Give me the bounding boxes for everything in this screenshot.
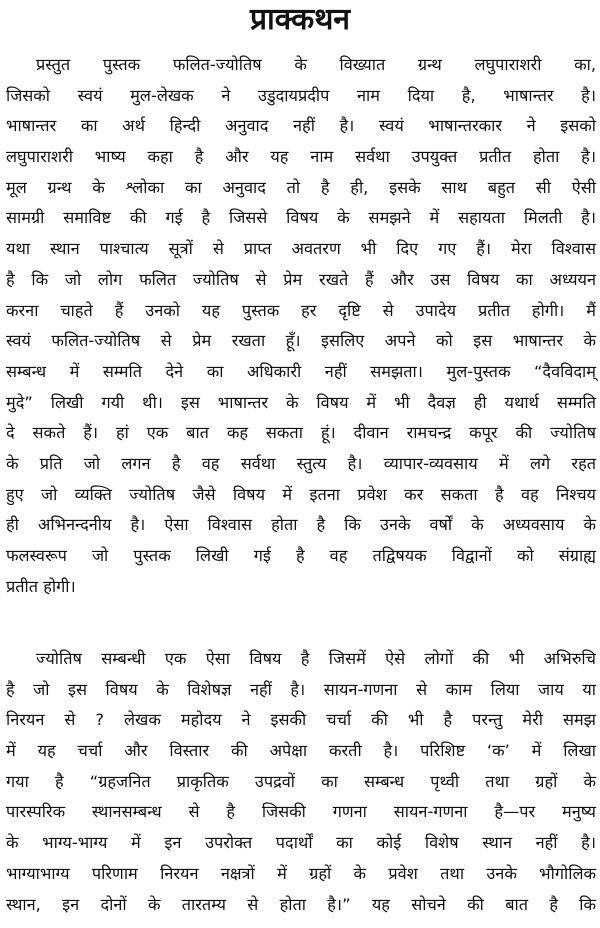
text-line: पारस्परिक स्थानसम्बन्ध से है जिसकी गणना सायन-गणना है—पर मनुष्य (6, 802, 596, 822)
text-line: फलस्वरूप जो पुस्तक लिखी गई है वह तद्विषयक विद्वानों को संग्राह्य (6, 546, 596, 565)
text-line: गया है “ग्रहजनित प्राकृतिक उपद्रवों का सम्बन्ध पृथ्वी तथा ग्रहों के (6, 771, 596, 791)
text-line: निरयन से ? लेखक महोदय ने इसकी चर्चा की भी है परन्तु मेरी समझ (6, 710, 596, 730)
text-line: लघुपाराशरी भाष्य कहा है और यह नाम सर्वथा उपयुक्त प्रतीत होता है। (6, 147, 596, 167)
text-line: हुए जो व्यक्ति ज्योतिष जैसे विषय में इतना प्रवेश कर सकता है वह निश्चय (6, 484, 596, 504)
text-line: मुदे” लिखी गयी थी। इस भाषान्तर के विषय में भी दैवज्ञ ही यथार्थ सम्मति (6, 392, 596, 412)
text-line: स्थान, इन दोनों के तारतम्य से होता है।” यह सोचने की बात है कि (6, 894, 596, 914)
text-line: स्वयं फलित-ज्योतिष से प्रेम रखता हूँ। इसलिए अपने को इस भाषान्तर के (6, 331, 596, 351)
text-line: भाग्याभाग्य परिणाम निरयन नक्षत्रों में ग्रहों के प्रवेश तथा उनके भौगोलिक (6, 863, 596, 883)
paragraph-1 (6, 50, 596, 602)
text-line: सामग्री समाविष्ट की गई है जिससे विषय के समझने में सहायता मिलती है। (6, 208, 596, 228)
text-line: के प्रति जो लगन है वह सर्वथा स्तुत्य है। व्यापार-व्यवसाय में लगे रहत (6, 453, 596, 473)
paragraph-2 (6, 644, 596, 920)
text-line: है कि जो लोग फलित ज्योतिष से प्रेम रखते हैं और उस विषय का अध्ययन (6, 269, 596, 289)
text-line: दे सकते हैं। हां एक बात कह सकता हूं। दीवान रामचन्द्र कपूर की ज्योतिष (6, 423, 596, 443)
text-line: में यह चर्चा और विस्तार की अपेक्षा करती है। परिशिष्ट ‘क’ में लिखा (6, 741, 596, 761)
text-line: प्रतीत होगी। (6, 576, 76, 596)
text-line: ही अभिनन्दनीय है। ऐसा विश्वास होता है कि उनके वर्षों के अध्यवसाय के (6, 515, 596, 535)
text-line: भाषान्तर का अर्थ हिन्दी अनुवाद नहीं है। स्वयं भाषान्तरकार ने इसको (6, 116, 596, 136)
text-line: मूल ग्रन्थ के श्लोका का अनुवाद तो है ही, इसके साथ बहुत सी ऐसी (6, 177, 596, 197)
page-title: प्राक्कथन (249, 2, 351, 37)
text-line: है जो इस विषय के विशेषज्ञ नहीं है। सायन-गणना से काम लिया जाय या (6, 679, 596, 699)
text-line: यथा स्थान पाश्चात्य सूत्रों से प्राप्त अवतरण भी दिए गए हैं। मेरा विश्वास (6, 239, 596, 259)
text-line: प्रस्तुत पुस्तक फलित-ज्योतिष के विख्यात ग्रन्थ लघुपाराशरी का, (36, 55, 596, 74)
text-line: सम्बन्ध में सम्मति देने का अधिकारी नहीं समझता। मुल-पुस्तक “दैवविदाम् (6, 361, 596, 381)
text-line: जिसको स्वयं मुल-लेखक ने उडुदायप्रदीप नाम दिया है, भाषान्तर है। (6, 85, 596, 105)
text-line: करना चाहते हैं उनको यह पुस्तक हर दृष्टि से उपादेय प्रतीत होगी। मैं (6, 300, 596, 320)
text-line: ज्योतिष सम्बन्धी एक ऐसा विषय है जिसमें ऐसे लोगों की भी अभिरुचि (36, 649, 596, 668)
text-line: के भाग्य-भाग्य में इन उपरोक्त पदार्थों का कोई विशेष स्थान नहीं है। (6, 833, 596, 853)
